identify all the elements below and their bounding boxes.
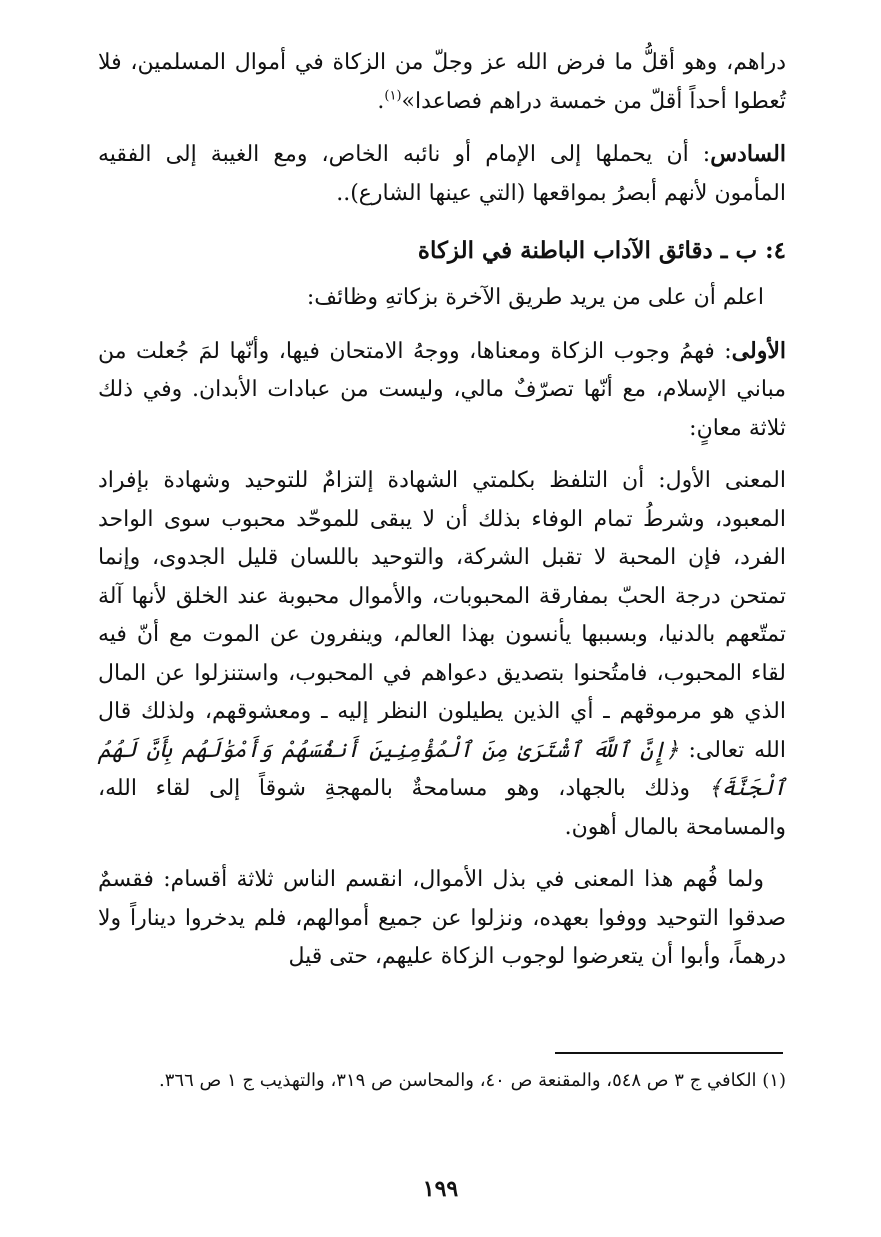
page-body [98,44,786,991]
quran-verse: ﴿إِنَّ ٱللَّهَ ٱشْتَرَىٰ مِنَ ٱلْمُؤْمِنِينَ أَنفُسَهُمْ وَأَمْوَٰلَهُم بِأَنَّ لَهُمُ ٱلْجَنَّةَ﴾ [98,737,786,801]
footnote-reference[interactable]: (١) [384,88,402,104]
sixth-text: : أن يحملها إلى الإمام أو نائبه الخاص، ومع الغيبة إلى الفقيه المأمون لأنهم أبصرُ بمواقعها (التي عينها الشارع).. [98,142,786,206]
section-heading: ٤: ب ـ دقائق الآداب الباطنة في الزكاة [417,237,786,264]
meaning1-text-a: المعنى الأول: أن التلفظ بكلمتي الشهادة إلتزامٌ للتوحيد وشهادة بإفراد المعبود، وشرطُ تمام الوفاء بذلك أن لا يبقى للموحّد محبوب سوى الواحد الفرد، فإن المحبة لا تقبل الشركة، والتوحيد باللسان قليل الجدوى، وإنما تمتحن درجة الحبّ بمفارقة المحبوبات، والأموال محبوبة عند الخلق لأنها آلة تمتّعهم بالدنيا، وبسببها يأنسون بهذا العالم، وينفرون عن الموت مع أنّ فيه لقاء المحبوب، فامتُحنوا بتصديق دعواهم في المحبوب، واستنزلوا عن المال الذي هو مرموقهم ـ أي الذين يطيلون النظر إليه ـ ومعشوقهم، ولذلك قال الله تعالى: [98,468,787,763]
continuation-text: دراهم، وهو أقلُّ ما فرض الله عز وجلّ من الزكاة في أموال المسلمين، فلا تُعطوا أحداً أقلّ من خمسة دراهم فصاعدا» [98,50,786,114]
footnotes [98,1064,786,1098]
paragraph-first [98,332,786,449]
paragraph-intro: اعلم أن على من يريد طريق الآخرة بزكاتهِ وظائف: [306,285,764,310]
footnote-divider [555,1052,783,1054]
paragraph-first-meaning [98,462,786,847]
continuation-end: . [377,88,385,114]
paragraph-sixth [98,135,786,213]
first-text: : فهمُ وجوب الزكاة ومعناها، ووجهُ الامتحان فيها، وأنّها لمَ جُعلت من مباني الإسلام، مع أنّها تصرّفٌ مالي، وليست من عبادات الأبدان. وفي ذلك ثلاثة معانٍ: [98,338,786,441]
sixth-label: السادس [710,141,786,167]
footnote-item: (١) الكافي ج ٣ ص ٥٤٨، والمقنعة ص ٤٠، والمحاسن ص ٣١٩، والتهذيب ج ١ ص ٣٦٦. [159,1070,786,1091]
meaning1-text-b: وذلك بالجهاد، وهو مسامحةٌ بالمهجةِ شوقاً إلى لقاء الله، والمسامحة بالمال أهون. [98,776,786,840]
paragraph-continuation [98,44,786,121]
paragraph-people-division: ولما فُهم هذا المعنى في بذل الأموال، انقسم الناس ثلاثة أقسام: فقسمٌ صدقوا التوحيد ووفوا بعهده، ونزلوا عن جميع أموالهم، فلم يدخروا ديناراً ولا درهماً، وأبوا أن يتعرضوا لوجوب الزكاة عليهم، حتى قيل [98,867,786,969]
first-label: الأولى [731,337,786,364]
page-number: ١٩٩ [422,1176,459,1202]
